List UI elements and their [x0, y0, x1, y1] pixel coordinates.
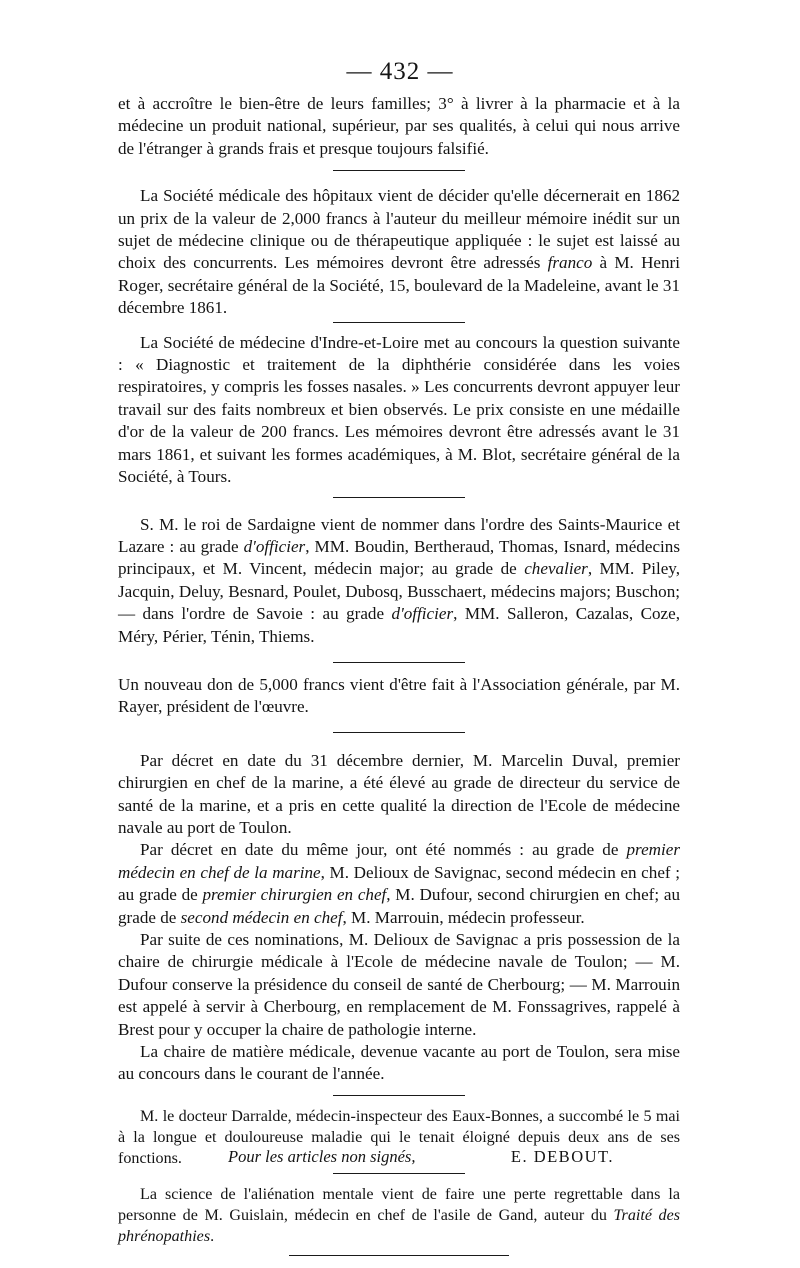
paragraph-societe-medicale-hopitaux [118, 185, 680, 319]
text-run: , M. Dufour, second chirurgien en chef; au grade de [118, 885, 680, 927]
text-run: , M. Delioux de Savignac, second médecin en chef ; au grade de [118, 862, 680, 905]
divider [333, 1173, 465, 1174]
text-run: . [210, 1227, 215, 1245]
paragraph-guislain [118, 1184, 680, 1247]
text-run: , MM. Salleron, Cazalas, Coze, Méry, Périer, Ténin, Thiems. [118, 604, 680, 646]
italic-officier: d'officier [243, 536, 306, 556]
divider [333, 732, 465, 733]
italic-book-title: Traité des phrénopathies [118, 1206, 680, 1245]
paragraph-pharmacy: et à accroître le bien-être de leurs familles; 3° à livrer à la pharmacie et à la médecine un produit national, supérieur, par ses qualités, à celui qui nous arrive de l'étranger à grands frais et presque toujours falsifié. [118, 94, 680, 158]
divider [333, 497, 465, 498]
paragraph-chaire-vacante: La chaire de matière médicale, devenue vacante au port de Toulon, sera mise au concours dans le courant de l'année. [118, 1042, 680, 1084]
text-run: , M. Marrouin, médecin professeur. [342, 907, 585, 927]
text-run: La science de l'aliénation mentale vient de faire une perte regrettable dans la personne de M. Guislain, médecin en chef de l'asile de Gand, auteur du [118, 1185, 680, 1224]
italic-franco: franco [547, 253, 593, 273]
divider [333, 662, 465, 663]
paragraph-sardaigne [118, 514, 680, 648]
divider [333, 1095, 465, 1096]
paragraph-don-association: Un nouveau don de 5,000 francs vient d'être fait à l'Association générale, par M. Rayer, président de l'œuvre. [118, 674, 680, 717]
italic-officier: d'officier [391, 604, 454, 624]
divider [289, 1255, 509, 1256]
divider [333, 322, 465, 323]
paragraph-decret-duval: Par décret en date du 31 décembre dernier, M. Marcelin Duval, premier chirurgien en chef de la marine, a été élevé au grade de directeur du service de santé de la marine, et a pris en cette qualité la direction de l'Ecole de médecine navale au port de Toulon. [118, 750, 680, 837]
text-run: à M. Henri Roger, secrétaire général de la Société, 15, boulevard de la Madeleine, avant le 31 décembre 1861. [118, 253, 680, 318]
divider [333, 170, 465, 171]
paragraph-indre-et-loire: La Société de médecine d'Indre-et-Loire met au concours la question suivante : « Diagnostic et traitement de la diphthérie considérée dans les voies respiratoires, y compris les fosses nasales. » Les concurrents devront appuyer leur travail sur des faits nombreux et bien observés. Le prix consiste en une médaille d'or de la valeur de 200 francs. Les mémoires devront être adressés avant le 31 mars 1861, et suivant les formes académiques, à M. Blot, secrétaire général de la Société, à Tours. [118, 332, 680, 487]
paragraph-decret-nominations [118, 839, 680, 929]
page-number: — 432 — [346, 58, 454, 85]
page-body [118, 93, 680, 1268]
paragraph-suite-nominations: Par suite de ces nominations, M. Delioux de Savignac a pris possession de la chaire de chirurgie médicale à l'Ecole de médecine navale de Toulon; — M. Dufour conserve la présidence du conseil de santé de Cherbourg; — M. Marrouin est appelé à servir à Cherbourg, en remplacement de M. Fonssagrives, rappelé à Brest pour y occuper la chaire de pathologie interne. [118, 930, 680, 1039]
signature-note: Pour les articles non signés, [228, 1147, 416, 1166]
text-run: Par décret en date du même jour, ont été nommés : au grade de [140, 840, 619, 860]
italic-grade: premier médecin en chef de la marine [118, 840, 680, 882]
text-run: S. M. le roi de Sardaigne vient de nommer dans l'ordre des Saints-Maurice et Lazare : au grade [118, 514, 680, 556]
text-run: , MM. Boudin, Bertheraud, Thomas, Isnard, médecins principaux, et M. Vincent, médecin major; au grade de [118, 536, 680, 579]
italic-grade: second médecin en chef [180, 907, 343, 927]
paragraph-darralde: M. le docteur Darralde, médecin-inspecteur des Eaux-Bonnes, a succombé le 5 mai à la longue et douloureuse maladie qui le tenait éloigné depuis deux ans de ses fonctions. [118, 1107, 680, 1167]
signature-author: E. DEBOUT. [510, 1147, 614, 1166]
italic-chevalier: chevalier [524, 559, 588, 579]
text-run: , MM. Piley, Jacquin, Deluy, Besnard, Poulet, Dubosq, Busschaert, médecins majors; Buschon; — dans l'ordre de Savoie : au grade [118, 559, 680, 624]
text-run: La Société médicale des hôpitaux vient de décider qu'elle décernerait en 1862 un prix de la valeur de 2,000 francs à l'auteur du meilleur mémoire inédit sur un sujet de médecine clinique ou de thérapeutique appliquée : le sujet est laissé au choix des concurrents. Les mémoires devront être adressés [118, 186, 680, 273]
signature-line [0, 1147, 800, 1167]
italic-grade: premier chirurgien en chef [202, 885, 387, 905]
